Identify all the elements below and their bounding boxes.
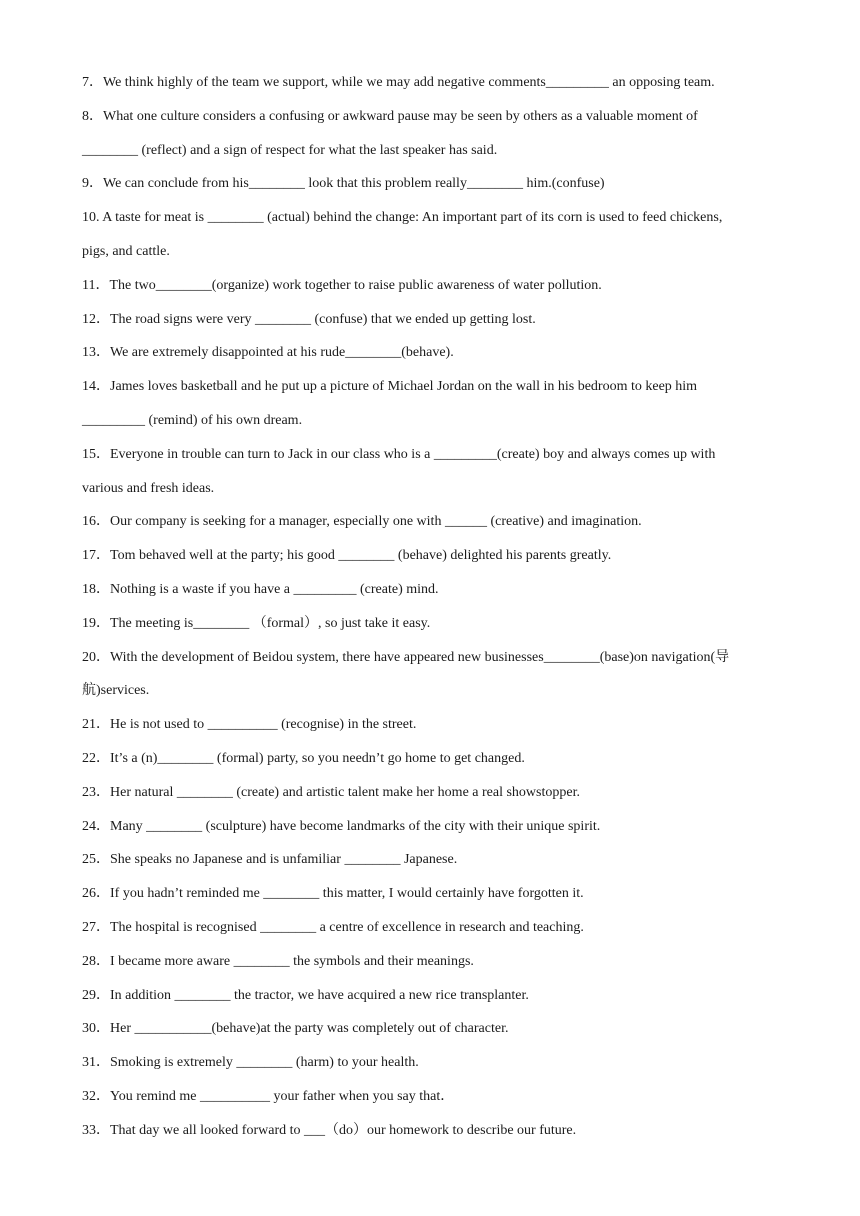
question-14-line-1: 14．James loves basketball and he put up a picture of Michael Jordan on the wall in his bedroom to keep him	[82, 379, 698, 394]
question-18-line-1: 18．Nothing is a waste if you have a _________ (create) mind.	[82, 582, 439, 597]
question-15-line-2: various and fresh ideas.	[82, 481, 215, 496]
question-20-line-1: 20．With the development of Beidou system, there have appeared new businesses________(base)on navigation(导	[82, 650, 730, 665]
question-14-line-2: _________ (remind) of his own dream.	[82, 413, 303, 428]
question-12-line-1: 12．The road signs were very ________ (confuse) that we ended up getting lost.	[82, 312, 536, 327]
question-10-line-2: pigs, and cattle.	[82, 244, 170, 259]
question-9-line-1: 9．We can conclude from his________ look that this problem really________ him.(confuse)	[82, 176, 605, 191]
question-30-line-1: 30．Her ___________(behave)at the party was completely out of character.	[82, 1021, 509, 1036]
question-24-line-1: 24．Many ________ (sculpture) have become landmarks of the city with their unique spirit.	[82, 819, 601, 834]
question-33-line-1: 33．That day we all looked forward to ___（do）our homework to describe our future.	[82, 1123, 577, 1138]
question-19-line-1: 19．The meeting is________ （formal）, so just take it easy.	[82, 616, 431, 631]
question-32-line-1: 32．You remind me __________ your father when you say that．	[82, 1089, 455, 1104]
question-29-line-1: 29．In addition ________ the tractor, we have acquired a new rice transplanter.	[82, 988, 529, 1003]
question-16-line-1: 16．Our company is seeking for a manager, especially one with ______ (creative) and imagination.	[82, 514, 642, 529]
question-13-line-1: 13．We are extremely disappointed at his rude________(behave).	[82, 345, 454, 360]
question-10-line-1: 10. A taste for meat is ________ (actual) behind the change: An important part of its corn is used to feed chickens,	[82, 210, 723, 225]
question-15-line-1: 15．Everyone in trouble can turn to Jack in our class who is a _________(create) boy and always comes up with	[82, 447, 716, 462]
question-26-line-1: 26．If you hadn’t reminded me ________ this matter, I would certainly have forgotten it.	[82, 886, 584, 901]
question-22-line-1: 22．It’s a (n)________ (formal) party, so you needn’t go home to get changed.	[82, 751, 525, 766]
question-8-line-1: 8．What one culture considers a confusing or awkward pause may be seen by others as a valuable moment of	[82, 109, 698, 124]
question-25-line-1: 25．She speaks no Japanese and is unfamiliar ________ Japanese.	[82, 852, 458, 867]
question-28-line-1: 28．I became more aware ________ the symbols and their meanings.	[82, 954, 474, 969]
question-23-line-1: 23．Her natural ________ (create) and artistic talent make her home a real showstopper.	[82, 785, 580, 800]
question-31-line-1: 31．Smoking is extremely ________ (harm) to your health.	[82, 1055, 419, 1070]
question-20-line-2: 航)services.	[82, 683, 150, 698]
question-11-line-1: 11．The two________(organize) work together to raise public awareness of water pollution.	[82, 278, 602, 293]
question-21-line-1: 21．He is not used to __________ (recognise) in the street.	[82, 717, 417, 732]
question-8-line-2: ________ (reflect) and a sign of respect for what the last speaker has said.	[82, 143, 498, 158]
question-17-line-1: 17．Tom behaved well at the party; his good ________ (behave) delighted his parents greatly.	[82, 548, 612, 563]
question-27-line-1: 27．The hospital is recognised ________ a centre of excellence in research and teaching.	[82, 920, 584, 935]
question-7-line-1: 7．We think highly of the team we support, while we may add negative comments_________ an opposing team.	[82, 75, 715, 90]
